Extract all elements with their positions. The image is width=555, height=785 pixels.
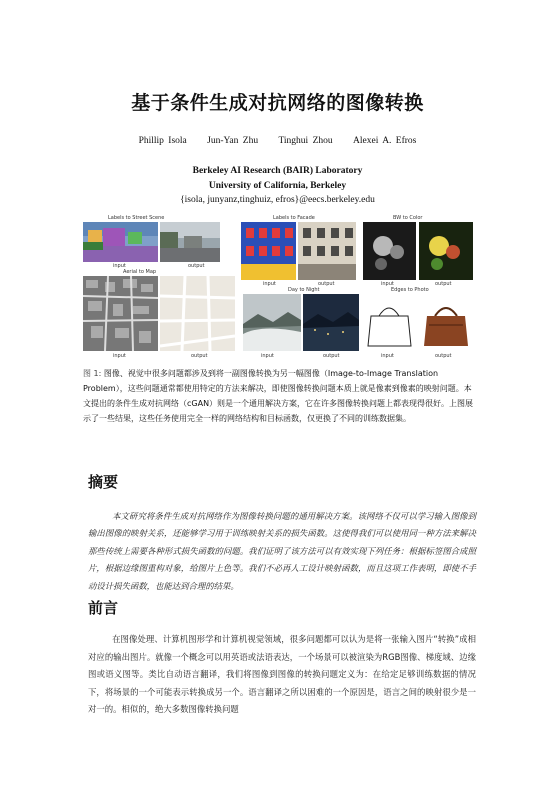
teaser-figure <box>83 214 473 360</box>
author-list <box>0 136 555 146</box>
intro-heading: 前言 <box>88 599 119 617</box>
facade-labels-image <box>241 222 296 280</box>
panel-title-daynight: Day to Night <box>288 287 320 293</box>
author-name: Phillip Isola <box>138 136 187 146</box>
input-label: input <box>263 281 276 287</box>
input-label: input <box>113 263 126 269</box>
output-label: output <box>435 281 452 287</box>
street-output-image <box>160 222 220 262</box>
caption-text: 图像、视觉中很多问题都涉及到将一副图像转换为另一幅图像（Image-to-Image Translation Problem），这些问题通常都使用特定的方法来解决，即使图像转换问题本质上就是像素到像素的映射问题。本文提出的条件生成对抗网络（cGAN）则是一个通用解决方案，它在许多图像转换问题上都表现得很好。上图展示了一些结果，这些任务使用完全一样的网络结构和目标函数，仅更换了不同的训练数据集。 <box>83 369 474 423</box>
night-output-image <box>303 294 359 351</box>
output-label: output <box>318 281 335 287</box>
author-name: Alexei A. Efros <box>353 136 417 146</box>
affiliation-emails: {isola, junyanz,tinghuiz, efros}@eecs.berkeley.edu <box>180 195 375 205</box>
paper-title: 基于条件生成对抗网络的图像转换 <box>131 92 424 114</box>
street-labels-image <box>83 222 158 262</box>
figure-caption <box>83 366 475 426</box>
output-label: output <box>435 353 452 359</box>
photo-output-image <box>419 294 473 351</box>
panel-title-aerial: Aerial to Map <box>123 269 157 275</box>
output-label: output <box>323 353 340 359</box>
figure-label: 图 1: <box>83 369 102 378</box>
edges-input-image <box>363 294 416 351</box>
intro-text: 在图像处理、计算机图形学和计算机视觉领域，很多问题都可以认为是将一张输入图片“转换”成相对应的输出图片。就像一个概念可以用英语或法语表达，一个场景可以被渲染为RGB图像、梯度域、边缘图或语义图等。类比自动语言翻译，我们将图像到图像的转换问题定义为：在给定足够训练数据的情况下，将场景的一个可能表示转换成另一个。语言翻译之所以困难的一个原因是，语言之间的映射很少是一对一的。相似的，绝大多数图像转换问题 <box>88 634 476 715</box>
abstract-text: 本文研究将条件生成对抗网络作为图像转换问题的通用解决方案。该网络不仅可以学习输入图像到输出图像的映射关系，还能够学习用于训练映射关系的损失函数。这使得我们可以使用同一种方法来解决那些传统上需要各种形式损失函数的问题。我们证明了该方法可以有效实现下列任务：根据标签图合成照片，根据边缘图重构对象，给图片上色等。我们不必再人工设计映射函数，而且这项工作表明，即使不手动设计损失函数，也能达到合理的结果。 <box>88 511 476 591</box>
map-output-image <box>160 276 235 351</box>
abstract-body <box>88 508 476 595</box>
bw-input-image <box>363 222 416 280</box>
aerial-photo-image <box>83 276 158 351</box>
abstract-heading: 摘要 <box>88 473 119 491</box>
affiliation-lab: Berkeley AI Research (BAIR) Laboratory <box>192 166 363 176</box>
facade-output-image <box>298 222 356 280</box>
intro-body <box>88 631 476 719</box>
input-label: input <box>381 353 394 359</box>
output-label: output <box>188 263 205 269</box>
affiliation-university: University of California, Berkeley <box>208 181 347 191</box>
panel-title-street: Labels to Street Scene <box>108 215 165 221</box>
color-output-image <box>419 222 473 280</box>
input-label: input <box>261 353 274 359</box>
panel-title-facade: Labels to Facade <box>273 215 315 221</box>
day-photo-image <box>243 294 301 351</box>
output-label: output <box>191 353 208 359</box>
input-label: input <box>113 353 126 359</box>
panel-title-bw: BW to Color <box>393 215 423 221</box>
author-name: Tinghui Zhou <box>278 136 333 146</box>
author-name: Jun-Yan Zhu <box>207 136 259 146</box>
panel-title-edges: Edges to Photo <box>391 287 429 293</box>
input-label: input <box>381 281 394 287</box>
